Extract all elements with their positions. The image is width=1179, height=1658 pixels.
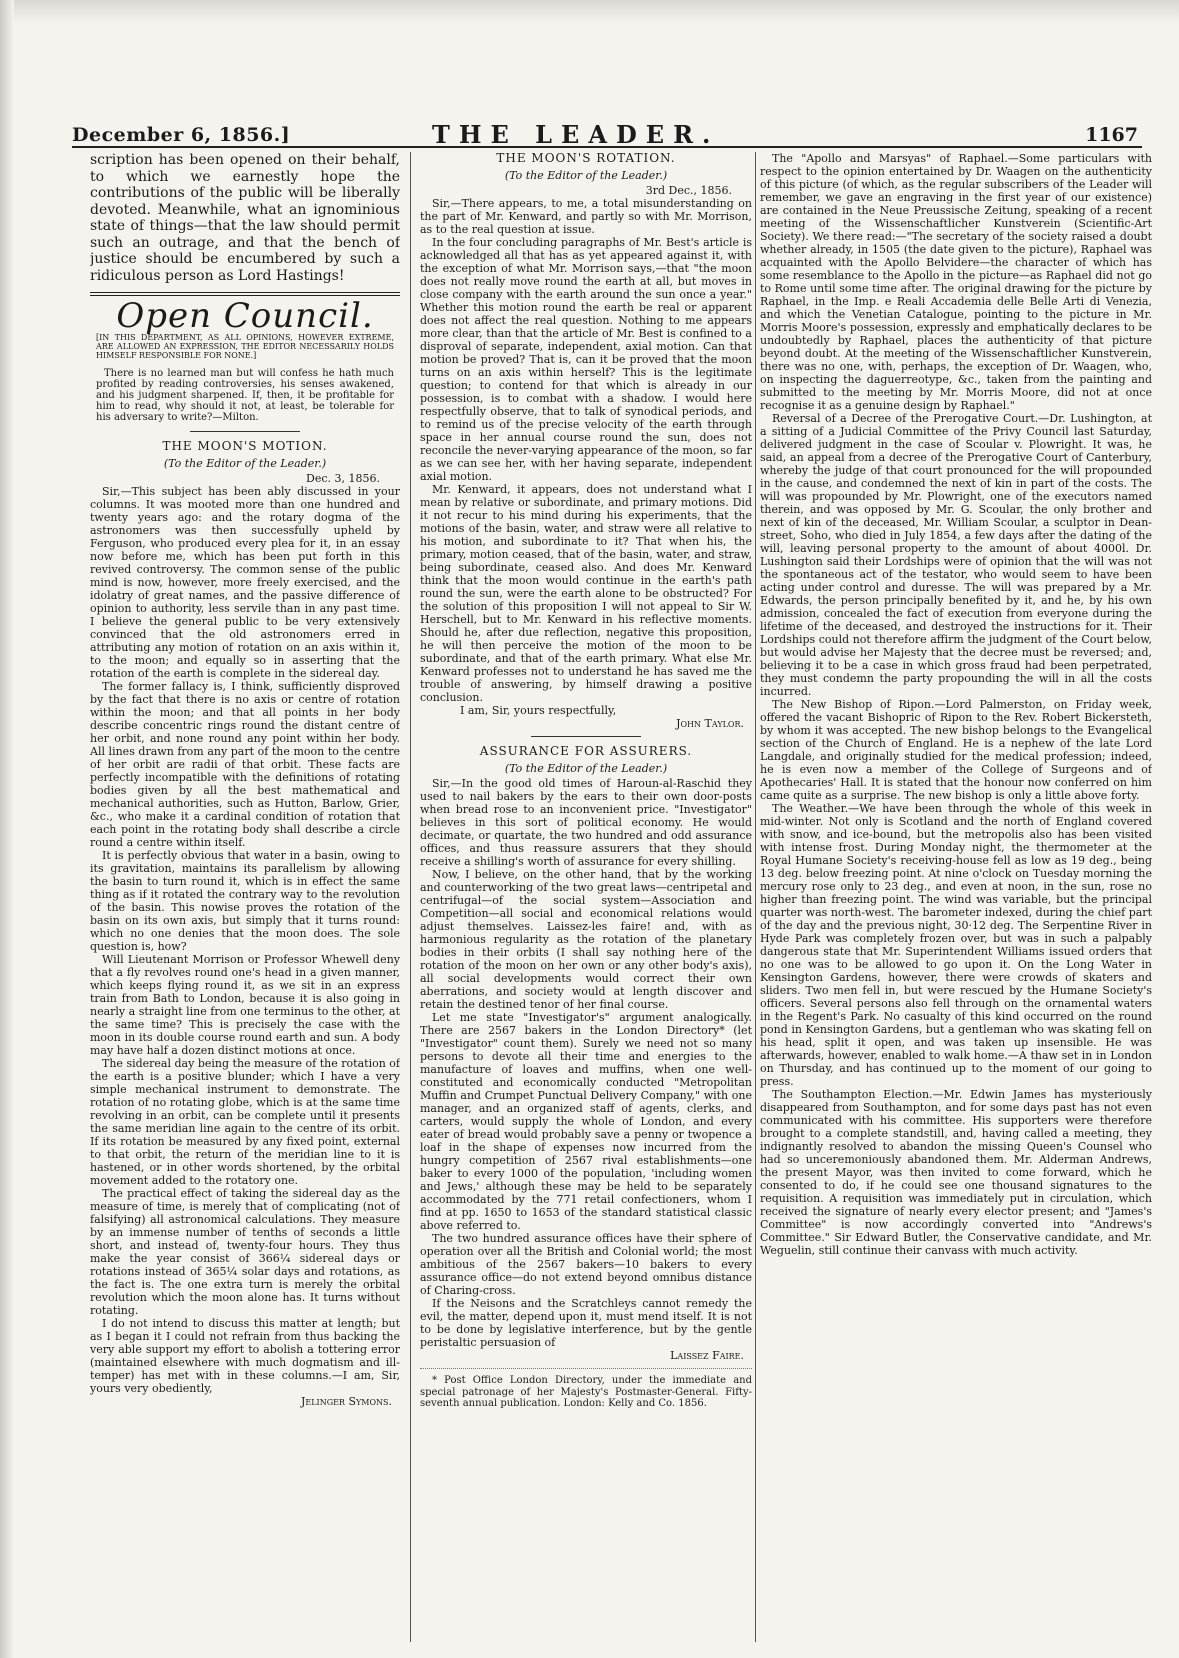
paragraph: Now, I believe, on the other hand, that by the working and counterworking of the two great laws—centripetal and centrifugal—of the social system—Association and Competition—all social and economical relations would adjust themselves. Laissez-les faire! and, with as harmonious regularity as the rotation of the planetary bodies in their orbits (I shall say nothing here of the rotation of the moon on her own or any other body's axis), all social developments would correct their own aberrations, and society would at length discover and retain the destined tenor of her final course.: [420, 868, 752, 1011]
paragraph: scription has been opened on their behalf, to which we earnestly hope the contributions of the public will be liberally devoted. Meanwhile, what an ignominious state of things—that the law should permit such an outrage, and that the bench of justice should be encumbered by such a ridiculous person as Lord Hastings!: [90, 152, 400, 284]
column-divider-1: [410, 152, 411, 1642]
masthead: [72, 110, 1160, 150]
column-3: [760, 152, 1152, 1642]
paragraph: It is perfectly obvious that water in a basin, owing to its gravitation, maintains its parallelism by allowing the basin to turn round it, which is in effect the same thing as if it rotated the contrary way to the revolution of the basin. This nowise proves the rotation of the basin on its own axis, but simply that it turns round: which no one denies that the moon does. The sole question is, how?: [90, 849, 400, 953]
newspaper-title: THE LEADER.: [432, 120, 720, 149]
news-paragraph: The New Bishop of Ripon.—Lord Palmerston, on Friday week, offered the vacant Bishopric of Ripon to the Rev. Robert Bickersteth, by whom it was accepted. The new bishop belongs to the Evangelical section of the Church of England. He is a nephew of the late Lord Langdale, and originally studied for the medical profession; indeed, he is even now a member of the College of Surgeons and of Apothecaries' Hall. It is stated that the honour now conferred on him came quite as a surprise. The new bishop is only a little above forty.: [760, 698, 1152, 802]
section-title-open-council: Open Council.: [116, 296, 374, 336]
footnote: * Post Office London Directory, under the immediate and special patronage of her Majesty's Postmaster-General. Fifty-seventh annual publication. London: Kelly and Co. 1856.: [420, 1368, 752, 1410]
letter-date: Dec. 3, 1856.: [306, 472, 380, 485]
signature: Laissez Faire.: [670, 1349, 744, 1362]
news-paragraph: The Southampton Election.—Mr. Edwin James has mysteriously disappeared from Southampton, and for some days past has not even communicated with his committee. His supporters were therefore brought to a complete standstill, and, having called a meeting, they indignantly resolved to abandon the missing Queen's Counsel who had so unceremoniously abandoned them. Mr. Alderman Andrews, the present Mayor, was then invited to come forward, which he consented to do, if he could see one thousand signatures to the requisition. A requisition was immediately put in circulation, which received the signature of nearly every elector present; and "James's Committee" is now accordingly converted into "Andrews's Committee." Sir Edward Butler, the Conservative candidate, and Mr. Weguelin, still continue their canvass with much activity.: [760, 1088, 1152, 1257]
paragraph: I do not intend to discuss this matter at length; but as I began it I could not refrain from thus backing the very able support my effort to abolish a tottering error (maintained elsewhere with much dogmatism and ill-temper) has met with in these columns.—I am, Sir, yours very obediently,: [90, 1317, 400, 1395]
page-number: 1167: [1085, 124, 1138, 146]
news-paragraph: Reversal of a Decree of the Prerogative Court.—Dr. Lushington, at a sitting of a Judicial Committee of the Privy Council last Saturday, delivered judgment in the case of Scoular v. Plowright. It was, he said, an appeal from a decree of the Prerogative Court of Canterbury, whereby the judge of that court pronounced for the will propounded in the cause, and condemned the next of kin in part of the costs. The will was propounded by Mr. Plowright, one of the executors named therein, and was opposed by Mr. G. Scoular, the only brother and next of kin of the deceased, Mr. William Scoular, a sculptor in Dean-street, Soho, who died in July 1854, a few days after the dating of the will, leaving personal property to the amount of about 4000l. Dr. Lushington said their Lordships were of opinion that the will was not the spontaneous act of the testator, who would seem to have been acting under control and duresse. The will was prepared by a Mr. Edwards, the person principally benefited by it, and he, by his own admission, concealed the fact of execution from everyone during the lifetime of the deceased, and destroyed the instructions for it. Their Lordships could not therefore affirm the judgment of the Court below, but would advise her Majesty that the decree must be reversed; and, believing it to be a case in which gross fraud had been perpetrated, they must condemn the party propounding the will in all the costs incurred.: [760, 412, 1152, 698]
page-top-edge: [0, 0, 1179, 24]
paragraph: Sir,—This subject has been ably discussed in your columns. It was mooted more than one hundred and twenty years ago: and the rotary dogma of the astronomers was then successfully upheld by Ferguson, who produced every plea for it, in an essay now before me, which has been put forth in this revived controversy. The common sense of the public mind is now, however, more freely exercised, and the idolatry of great names, and the passive difference of opinion to authority, less servile than in any past time. I believe the general public to be very extensively convinced that the old astronomers erred in attributing any motion of rotation on an axis within it, to the moon; and equally so in asserting that the rotation of the earth is complete in the sidereal day.: [90, 485, 400, 680]
paragraph: The practical effect of taking the sidereal day as the measure of time, is merely that of complicating (not of falsifying) all astronomical calculations. They measure by an immense number of tenths of seconds a little short, and instead of, twenty-four hours. They thus make the year consist of 366¼ sidereal days or rotations instead of 365¼ solar days and rotations, as the fact is. The one extra turn is merely the orbital revolution which the moon alone has. It turns without rotating.: [90, 1187, 400, 1317]
paragraph: Sir,—There appears, to me, a total misunderstanding on the part of Mr. Kenward, and partly so with Mr. Morrison, as to the real question at issue.: [420, 197, 752, 236]
column-2: [420, 152, 752, 1642]
letter-address: (To the Editor of the Leader.): [504, 762, 668, 775]
paragraph: Will Lieutenant Morrison or Professor Whewell deny that a fly revolves round one's head in a given manner, which keeps flying round it, as we sit in an express train from Bath to London, because it is also going in nearly a straight line from one terminus to the other, at the same time? This is precisely the case with the moon in its double course round earth and sun. A body may have half a dozen distinct motions at once.: [90, 953, 400, 1057]
paragraph: The two hundred assurance offices have their sphere of operation over all the British and Colonial world; the most ambitious of the 2567 bakers—10 bakers to every assurance office—do not extend beyond omnibus distance of Charing-cross.: [420, 1232, 752, 1297]
issue-date: December 6, 1856.]: [72, 124, 291, 146]
letter-title: THE MOON'S ROTATION.: [496, 152, 676, 165]
letter-title: ASSURANCE FOR ASSURERS.: [479, 744, 693, 758]
divider: [531, 736, 641, 737]
closing: I am, Sir, yours respectfully,: [460, 704, 617, 717]
column-1: [90, 152, 400, 1642]
letter-address: (To the Editor of the Leader.): [163, 457, 327, 470]
letter-address: (To the Editor of the Leader.): [504, 169, 668, 182]
news-paragraph: The Weather.—We have been through the whole of this week in mid-winter. Not only is Scotland and the north of England covered with snow, and ice-bound, but the metropolis also has been visited with intense frost. During Monday night, the thermometer at the Royal Humane Society's receiving-house fell as low as 19 deg., being 13 deg. below freezing point. At nine o'clock on Tuesday morning the mercury rose only to 23 deg., and even at noon, in the sun, rose no higher than freezing point. The wind was variable, but the principal quarter was north-west. The barometer indexed, during the chief part of the day and the previous night, 30·12 deg. The Serpentine River in Hyde Park was completely frozen over, but was in such a palpably dangerous state that Mr. Superintendent Williams issued orders that no one was to be allowed to go upon it. On the Long Water in Kensington Gardens, however, there were crowds of skaters and sliders. Two men fell in, but were rescued by the Humane Society's officers. Several persons also fell through on the ornamental waters in the Regent's Park. No casualty of this kind occurred on the round pond in Kensington Gardens, but a gentleman who was skating fell on his head, split it open, and was taken up insensible. He was afterwards, however, enabled to walk home.—A thaw set in in London on Thursday, and has continued up to the moment of our going to press.: [760, 802, 1152, 1088]
page-left-edge: [0, 0, 14, 1658]
masthead-rule: [72, 146, 1142, 148]
letter-date: 3rd Dec., 1856.: [645, 184, 732, 197]
paragraph: The former fallacy is, I think, sufficiently disproved by the fact that there is no axis or centre of rotation within the moon; and that all points in her body describe concentric rings round the distant centre of her orbit, and none round any point within her body. All lines drawn from any part of the moon to the centre of her orbit are radii of that orbit. These facts are perfectly incompatible with the definitions of rotating bodies given by all the best mathematical and mechanical authorities, such as Hutton, Barlow, Grier, &c., who make it a cardinal condition of rotation that each point in the rotating body shall describe a circle round a centre within itself.: [90, 680, 400, 849]
paragraph: Mr. Kenward, it appears, does not understand what I mean by relative or subordinate, and primary motions. Did it not recur to his mind during his experiments, that the motions of the basin, water, and straw were all relative to his motion, and subordinate to it? That when his, the primary, motion ceased, that of the basin, water, and straw, being subordinate, ceased also. And does Mr. Kenward think that the moon would continue in the earth's path round the sun, were the earth alone to be obstructed? For the solution of this proposition I will not appeal to Sir W. Herschell, but to Mr. Kenward in his reflective moments. Should he, after due reflection, negative this proposition, he will then perceive the motion of the moon to be subordinate, and that of the earth primary. What else Mr. Kenward professes not to understand he has saved me the trouble of answering, by himself drawing a positive conclusion.: [420, 483, 752, 704]
epigraph: There is no learned man but will confess he hath much profited by reading controversies, his senses awakened, and his judgment sharpened. If, then, it be profitable for him to read, why should it not, at least, be tolerable for his adversary to write?—Milton.: [96, 368, 394, 423]
divider: [190, 431, 300, 432]
continued-article: [90, 152, 400, 284]
paragraph: Let me state "Investigator's" argument analogically. There are 2567 bakers in the London Directory* (let "Investigator" count them). Surely we need not so many persons to devote all their time and energies to the manufacture of loaves and muffins, when one well-constituted and economically conducted "Metropolitan Muffin and Crumpet Punctual Delivery Company," with one manager, and an organized staff of agents, clerks, and carters, would supply the whole of London, and every eater of bread would probably save a penny or twopence a loaf in the shape of expenses now incurred from the hungry competition of 2567 rival establishments—one baker to every 1000 of the population, 'including women and Jews,' although these may be held to be separately accommodated by the 771 retail confectioners, whom I find at pp. 1650 to 1653 of the standard statistical classic above referred to.: [420, 1011, 752, 1232]
signature: John Taylor.: [676, 717, 744, 730]
column-divider-2: [755, 152, 756, 1642]
paragraph: If the Neisons and the Scratchleys cannot remedy the evil, the matter, depend upon it, must mend itself. It is not to be done by legislative interference, but by the gentle peristaltic persuasion of: [420, 1297, 752, 1349]
paragraph: Sir,—In the good old times of Haroun-al-Raschid they used to nail bakers by the ears to their own door-posts when bread rose to an inconvenient price. "Investigator" believes in this sort of political economy. He would decimate, or quartate, the two hundred and odd assurance offices, and thus reassure assurers that they should receive a shilling's worth of assurance for every shilling.: [420, 777, 752, 868]
paragraph: In the four concluding paragraphs of Mr. Best's article is acknowledged all that has as yet appeared against it, with the exception of what Mr. Morrison says,—that "the moon does not really move round the earth at all, but moves in close company with the earth around the sun once a year." Whether this motion round the earth be real or apparent does not affect the real question. Nothing to me appears more clear, than that the article of Mr. Best is confined to a disproval of separate, independent, axial motion. Can that motion be proved? That is, can it be proved that the moon turns on an axis within herself? This is the legitimate question; to contend for that which is already in our possession, is to combat with a shadow. I would here respectfully observe, that to talk of synodical periods, and to remind us of the precise velocity of the earth through space in her annual course round the sun, does not reconcile the never-varying appearance of the moon, so far as we can see her, with her having separate, independent axial motion.: [420, 236, 752, 483]
letter-title: THE MOON'S MOTION.: [162, 439, 328, 453]
paragraph: The sidereal day being the measure of the rotation of the earth is a positive blunder; which I have a very simple mechanical instrument to demonstrate. The rotation of no rotating globe, which is at the same time revolving in an orbit, can be complete until it presents the same meridian line again to the centre of its orbit. If its rotation be measured by any fixed point, external to that orbit, the return of the meridian line to it is hastened, or in other words shortened, by the orbital movement added to the rotatory one.: [90, 1057, 400, 1187]
editor-note: [IN THIS DEPARTMENT, AS ALL OPINIONS, HOWEVER EXTREME, ARE ALLOWED AN EXPRESSION, THE EDITOR NECESSARILY HOLDS HIMSELF RESPONSIBLE FOR NONE.]: [96, 333, 394, 360]
news-paragraph: The "Apollo and Marsyas" of Raphael.—Some particulars with respect to the opinion entertained by Dr. Waagen on the authenticity of this picture (of which, as the regular subscribers of the Leader will remember, we gave an engraving in the first year of our existence) are contained in the Neue Preussische Zeitung, speaking of a recent meeting of the Wissenschaftlicher Kunstverein (Scientific-Art Society). We there read:—"The secretary of the society raised a doubt whether already, in 1505 (the date given to the picture), Raphael was acquainted with the Apollo Belvidere—the character of which has some resemblance to the Apollo in the picture—as Raphael did not go to Rome until some time after. The original drawing for the picture by Raphael, in the Imp. e Reali Accademia delle Belle Arti di Venezia, and which the Venetian Catalogue, pointing to the picture in Mr. Morris Moore's possession, expressly and emphatically declares to be undoubtedly by Raphael, places the authenticity of that picture beyond doubt. At the meeting of the Wissenschaftlicher Kunstverein, there was no one, with, perhaps, the exception of Dr. Waagen, who, on inspecting the daguerreotype, &c., taken from the painting and submitted to the meeting by Mr. Morris Moore, did not at once recognise it as a genuine design by Raphael.": [760, 152, 1152, 412]
signature: Jelinger Symons.: [300, 1395, 392, 1408]
